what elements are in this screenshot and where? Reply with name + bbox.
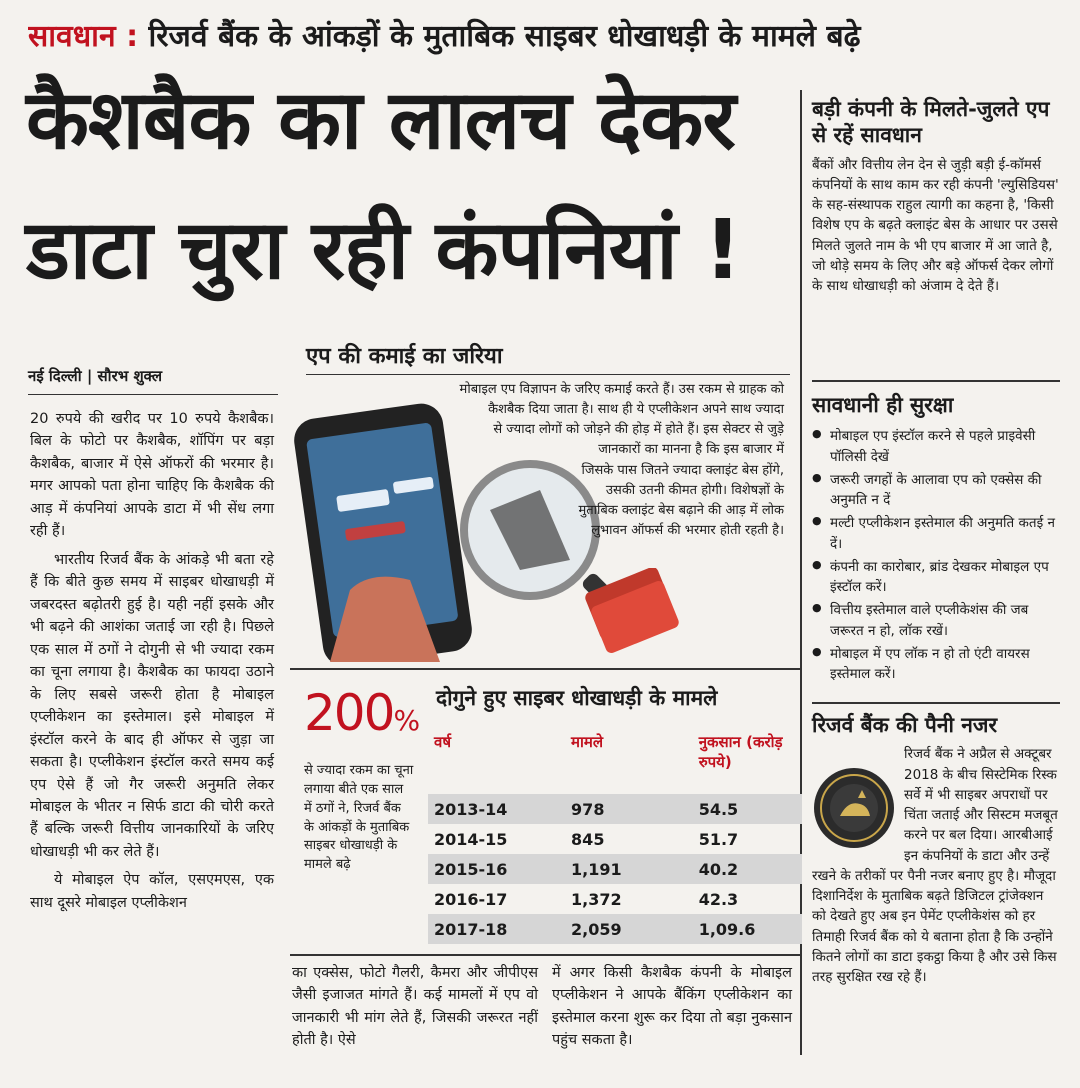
column-header-loss: नुकसान (करोड़ रुपये) (698, 733, 783, 771)
fraud-table (428, 730, 802, 944)
table-row (428, 794, 802, 824)
feature-title: एप की कमाई का जरिया (306, 344, 503, 369)
safety-list (812, 426, 1060, 684)
cell-year: 2015-16 (428, 854, 565, 884)
article-paragraph: ये मोबाइल ऐप कॉल, एसएमएस, एक साथ दूसरे मोबाइल एप्लीकेशन (30, 872, 274, 911)
cell-loss: 1,09.6 (693, 914, 802, 944)
table-row (428, 884, 802, 914)
cell-loss: 42.3 (698, 889, 739, 909)
article-paragraph: भारतीय रिजर्व बैंक के आंकड़े भी बता रहे हैं कि बीते कुछ समय में साइबर धोखाधड़ी में जबरदस्त बढ़ोतरी हुई है। यही नहीं इसके और भी बढ़ने की आशंका जताई जा रही है। पिछले एक साल में ठगों ने दोगुनी से भी ज्यादा रकम का चूना लगाया है। कैशबैक का फायदा उठाने के लिए सबसे जरूरी होता है मोबाइल एप्लीकेशन का इस्तेमाल। इसे मोबाइल में इंस्टॉल करने के बाद ही ऑफर से जुड़ा जा सकता है। एप्लीकेशन इंस्टॉल करते समय कई एप ऐसे हैं जो गैर जरूरी अनुमति लेकर मोबाइल के भीतर न सिर्फ डाटा की चोरी करते हैं बल्कि जरूरी वित्तीय जानकारियों के जरिए धोखाधड़ी भी कर लेते हैं। (30, 551, 274, 860)
kicker (28, 14, 1058, 58)
kicker-label: सावधान (28, 19, 116, 54)
list-item: ● कंपनी का कारोबार, ब्रांड देखकर मोबाइल एप इंस्टॉल करें। (812, 557, 1060, 598)
cell-cases: 978 (565, 794, 693, 824)
kicker-separator: : (126, 19, 139, 54)
feature-rule (306, 374, 790, 375)
cell-cases: 845 (571, 829, 605, 849)
article-column-2 (292, 962, 538, 1058)
sidebar-rbi-body-wrap (812, 744, 1060, 987)
article-column-1 (30, 408, 274, 920)
stat-caption: से ज्यादा रकम का चूना लगाया बीते एक साल में ठगों ने, रिजर्व बैंक के आंकड़ों के मुताबिक साइबर धोखाधड़ी के मामले बढ़े (304, 763, 414, 873)
stat-number-value: 200 (304, 684, 394, 742)
cell-year: 2016-17 (434, 889, 508, 909)
list-item: ● वित्तीय इस्तेमाल वाले एप्लीकेशंस की जब जरूरत न हो, लॉक रखें। (812, 600, 1060, 641)
sidebar-app-body: बैंकों और वित्तीय लेन देन से जुड़ी बड़ी ई-कॉमर्स कंपनियों के साथ काम कर रही कंपनी 'ल्युसिडियस' के सह-संस्थापक राहुल त्यागी का कहना है, 'किसी विशेष एप के बढ़ते क्लाइंट बेस के आधार पर उससे मिलते जुलते नाम के भी एप बाजार में आ जाते है, जो थोड़े समय के लिए और बड़े ऑफर्स देकर लोगों के साथ धोखाधड़ी को अंजाम दे देते हैं। (812, 156, 1059, 294)
sidebar-safety-title: सावधानी ही सुरक्षा (812, 393, 954, 417)
table-title: दोगुने हुए साइबर धोखाधड़ी के मामले (436, 686, 718, 710)
list-item: ● जरूरी जगहों के आलावा एप को एक्सेस की अनुमति न दें (812, 470, 1060, 511)
sidebar-divider-1 (812, 380, 1060, 382)
table-row (428, 914, 802, 944)
cell-cases: 1,372 (571, 889, 622, 909)
headline-line-1: कैशबैक का लालच देकर (26, 73, 735, 168)
cell-year: 2013-14 (428, 794, 565, 824)
column-header-year: वर्ष (434, 733, 452, 751)
sidebar-app-warning (812, 96, 1060, 296)
stats-box (290, 668, 800, 956)
feature-box (290, 340, 790, 668)
feature-intro-wrap (290, 380, 784, 630)
byline-rule (28, 394, 278, 395)
sidebar-rbi-body: रिजर्व बैंक ने अप्रैल से अक्टूबर 2018 के बीच सिस्टेमिक रिस्क सर्वे में भी साइबर अपराधों पर चिंता जताई और सिस्टम मजबूत करने पर बल दिया। आरबीआई इन कंपनियों के डाटा और उन्हें रखने के तरीकों पर पैनी नजर बनाए हुए है। मौजूदा दिशानिर्देश के मुताबिक बढ़ते डिजिटल ट्रांजेक्शन को देखते हुए अब इन पेमेंट एप्लीकेशंस को हर तिमाही रिजर्व बैंक को ये बताना होता है कि उन्होंने कितने लोगों का डाटा इकट्ठा किया है और उसे किस तरह सुरक्षित रख रहे हैं। (812, 746, 1058, 985)
table-row (428, 824, 802, 854)
table-row (428, 854, 802, 884)
cell-cases: 2,059 (565, 914, 693, 944)
sidebar-divider-2 (812, 702, 1060, 704)
cell-year: 2014-15 (434, 829, 508, 849)
stat-number (304, 684, 418, 742)
byline-place: नई दिल्ली (28, 367, 82, 385)
headline-line-2: डाटा चुरा रही कंपनियां ! (26, 203, 741, 298)
sidebar-app-title: बड़ी कंपनी के मिलते-जुलते एप से रहें सावधान (812, 97, 1050, 148)
article-paragraph: 20 रुपये की खरीद पर 10 रुपये कैशबैक। बिल के फोटो पर कैशबैक, शॉपिंग पर बड़ा कैशबैक, बाजार में ऐसे ऑफरों की भरमार है। मगर आपको पता होना चाहिए कि कैशबैक की आड़ में कंपनियां आपके डाटा में भी सेंध लगा रही हैं। (30, 411, 274, 540)
column-header-cases: मामले (571, 733, 604, 751)
sidebar-rbi (812, 712, 1060, 987)
list-item: ● मोबाइल एप इंस्टॉल करने से पहले प्राइवेसी पॉलिसी देखें (812, 426, 1060, 467)
article-paragraph: का एक्सेस, फोटो गैलरी, कैमरा और जीपीएस जैसी इजाजत मांगते हैं। कई मामलों में एप वो जानकारी भी मांग लेते हैं, जिसकी जरूरत नहीं होती है। ऐसे (292, 965, 538, 1049)
sidebar-safety (812, 392, 1060, 687)
cell-year: 2017-18 (428, 914, 565, 944)
article-column-3 (552, 962, 792, 1058)
sidebar-rbi-title: रिजर्व बैंक की पैनी नजर (812, 713, 998, 737)
cell-cases: 1,191 (565, 854, 693, 884)
rbi-seal-icon (812, 766, 896, 850)
list-item: ● मोबाइल में एप लॉक न हो तो एंटी वायरस इस्तेमाल करें। (812, 644, 1060, 685)
cell-loss: 40.2 (693, 854, 802, 884)
cell-loss: 54.5 (693, 794, 802, 824)
article-paragraph: में अगर किसी कैशबैक कंपनी के मोबाइल एप्लीकेशन ने आपके बैंकिंग एप्लीकेशन का इस्तेमाल करना शुरू कर दिया तो बड़ा नुकसान पहुंच सकता है। (552, 965, 792, 1049)
table-header-row (428, 730, 802, 774)
feature-intro: मोबाइल एप विज्ञापन के जरिए कमाई करते हैं। उस रकम से ग्राहक को कैशबैक दिया जाता है। साथ ही ये एप्लीकेशन अपने साथ ज्यादा से ज्यादा लोगों को जोड़ने की होड़ में होते हैं। इस सेक्टर से जुड़े जानकारों का मानना है कि इस बाजार में जिसके पास जितने ज्यादा क्लाइंट बेस होंगे, उसकी उतनी कीमत होगी। विशेषज्ञों के मुताबिक क्लाइंट बेस बढ़ाने की आड़ में लोक लुभावन ऑफर्स की भरमार होती रहती है। (459, 382, 784, 538)
cell-loss: 51.7 (698, 829, 739, 849)
kicker-text: रिजर्व बैंक के आंकड़ों के मुताबिक साइबर धोखाधड़ी के मामले बढ़े (148, 19, 861, 54)
byline-author: सौरभ शुक्ल (97, 367, 163, 385)
byline-sep: | (86, 367, 93, 385)
list-item: ● मल्टी एप्लीकेशन इस्तेमाल की अनुमति कतई न दें। (812, 513, 1060, 554)
byline (28, 366, 162, 386)
stat-number-percent: % (393, 704, 419, 737)
